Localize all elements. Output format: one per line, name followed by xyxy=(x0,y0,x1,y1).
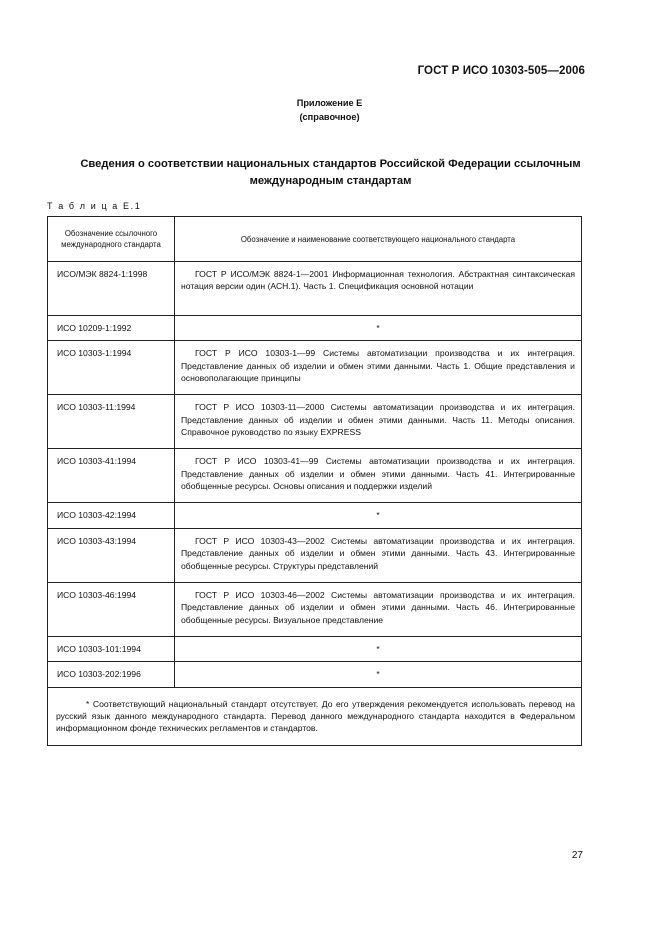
table-label: Т а б л и ц а Е.1 xyxy=(47,201,142,211)
reference-cell: ИСО 10303-42:1994 xyxy=(48,503,175,528)
national-cell: * xyxy=(175,636,582,661)
reference-cell: ИСО 10303-11:1994 xyxy=(48,395,175,449)
national-cell xyxy=(175,528,582,582)
table-footnote: * Соответствующий национальный стандарт отсутствует. До его утверждения рекомендуется использовать перевод на русский язык данного международного стандарта. Перевод данного международного стандарта находится в Федеральном информационном фонде технических регламентов и стандартов. xyxy=(56,698,575,734)
annex-title: Приложение Е xyxy=(296,98,363,108)
table-row xyxy=(48,395,582,449)
section-title: Сведения о соответствии национальных стандартов Российской Федерации ссылочным международным стандартам xyxy=(80,158,581,187)
national-text: ГОСТ Р ИСО 10303-41—99 Системы автоматизации производства и их интеграция. Представление данных об изделии и обмен этими данными. Часть 41. Интегрированные обобщенные ресурсы. Основы описания и поддержки изделий xyxy=(181,456,575,492)
column-header-national: Обозначение и наименование соответствующего национального стандарта xyxy=(175,217,582,262)
reference-cell: ИСО 10303-202:1996 xyxy=(48,662,175,687)
table-row xyxy=(48,636,582,661)
table-row xyxy=(48,582,582,636)
national-text: ГОСТ Р ИСО 10303-46—2002 Системы автоматизации производства и их интеграция. Представление данных об изделии и обмен этими данными. Часть 46. Интегрированные обобщенные ресурсы. Визуальное представление xyxy=(181,589,575,625)
table-row xyxy=(48,503,582,528)
national-cell xyxy=(175,262,582,316)
table-row xyxy=(48,449,582,503)
table-row xyxy=(48,528,582,582)
national-cell xyxy=(175,341,582,395)
national-text: ГОСТ Р ИСО 10303-43—2002 Системы автоматизации производства и их интеграция. Представление данных об изделии и обмен этими данными. Часть 43. Интегрированные обобщенные ресурсы. Структуры представлений xyxy=(181,535,575,571)
table-header-row xyxy=(48,217,582,262)
table-footnote-row xyxy=(48,687,582,745)
national-cell xyxy=(175,582,582,636)
annex-type: (справочное) xyxy=(299,112,360,122)
reference-cell: ИСО/МЭК 8824-1:1998 xyxy=(48,262,175,316)
table-row xyxy=(48,341,582,395)
table-row xyxy=(48,662,582,687)
correspondence-table xyxy=(47,216,582,746)
national-text: ГОСТ Р ИСО 10303-11—2000 Системы автоматизации производства и их интеграция. Представление данных об изделии и обмен этими данными. Часть 11. Методы описания. Справочное руководство по языку EXPRESS xyxy=(181,402,575,438)
national-cell xyxy=(175,395,582,449)
annex-heading xyxy=(0,96,661,124)
reference-cell: ИСО 10303-41:1994 xyxy=(48,449,175,503)
reference-cell: ИСО 10303-43:1994 xyxy=(48,528,175,582)
table-row xyxy=(48,316,582,341)
national-cell: * xyxy=(175,503,582,528)
reference-cell: ИСО 10303-46:1994 xyxy=(48,582,175,636)
table-row xyxy=(48,262,582,316)
reference-cell: ИСО 10209-1:1992 xyxy=(48,316,175,341)
column-header-reference: Обозначение ссылочного международного стандарта xyxy=(48,217,175,262)
national-text: ГОСТ Р ИСО 10303-1—99 Системы автоматизации производства и их интеграция. Представление данных об изделии и обмен этими данными. Часть 1. Общие представления и основополагающие принципы xyxy=(181,348,575,384)
national-cell: * xyxy=(175,316,582,341)
national-cell: * xyxy=(175,662,582,687)
page-number: 27 xyxy=(571,850,583,861)
document-header-id: ГОСТ Р ИСО 10303-505—2006 xyxy=(417,65,585,77)
national-text: ГОСТ Р ИСО/МЭК 8824-1—2001 Информационная технология. Абстрактная синтаксическая нотация версии один (АСН.1). Часть 1. Спецификация основной нотации xyxy=(181,269,575,292)
reference-cell: ИСО 10303-1:1994 xyxy=(48,341,175,395)
reference-cell: ИСО 10303-101:1994 xyxy=(48,636,175,661)
table-footnote-cell xyxy=(48,687,582,745)
national-cell xyxy=(175,449,582,503)
